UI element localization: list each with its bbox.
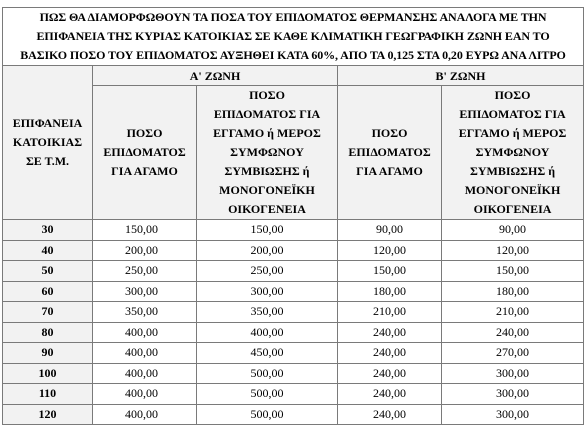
area-cell: 30 xyxy=(3,220,93,241)
zone-b-family-cell: 300,00 xyxy=(442,363,584,384)
zone-b-single-cell: 240,00 xyxy=(338,384,442,405)
zone-b-family-cell: 90,00 xyxy=(442,220,584,241)
zone-a-header: Α' ΖΩΝΗ xyxy=(93,66,338,86)
zone-a-family-cell: 200,00 xyxy=(197,240,338,261)
table-title xyxy=(3,8,584,66)
zone-a-family-cell: 250,00 xyxy=(197,261,338,282)
zone-a-family-cell: 500,00 xyxy=(197,384,338,405)
title-line: ΕΠΙΦΑΝΕΙΑ ΤΗΣ ΚΥΡΙΑΣ ΚΑΤΟΙΚΙΑΣ ΣΕ ΚΑΘΕ ΚΛΙΜΑΤΙΚΗ ΓΕΩΓΡΑΦΙΚΗ ΖΩΝΗ ΕΑΝ ΤΟ xyxy=(36,29,550,43)
zone-b-family-cell: 300,00 xyxy=(442,404,584,425)
zone-b-single-header xyxy=(338,86,442,220)
header-line: ΠΟΣΟ xyxy=(371,126,408,140)
zone-a-family-header xyxy=(197,86,338,220)
zone-b-family-header xyxy=(442,86,584,220)
zone-b-single-cell: 240,00 xyxy=(338,404,442,425)
zone-b-single-cell: 210,00 xyxy=(338,302,442,323)
zone-a-family-cell: 500,00 xyxy=(197,404,338,425)
table-row xyxy=(3,384,584,405)
zone-a-single-cell: 400,00 xyxy=(93,363,197,384)
zone-a-single-cell: 400,00 xyxy=(93,404,197,425)
zone-b-single-cell: 90,00 xyxy=(338,220,442,241)
header-line: ΟΙΚΟΓΕΝΕΙΑ xyxy=(228,202,306,216)
zone-a-single-cell: 400,00 xyxy=(93,384,197,405)
zone-a-family-cell: 500,00 xyxy=(197,363,338,384)
area-cell: 90 xyxy=(3,343,93,364)
area-cell: 80 xyxy=(3,322,93,343)
area-cell: 100 xyxy=(3,363,93,384)
header-line: ΠΟΣΟ xyxy=(494,88,531,102)
zone-a-family-cell: 450,00 xyxy=(197,343,338,364)
header-line: ΣΥΜΦΩΝΟΥ xyxy=(475,145,550,159)
area-cell: 50 xyxy=(3,261,93,282)
zone-b-family-cell: 240,00 xyxy=(442,322,584,343)
area-cell: 60 xyxy=(3,281,93,302)
header-line: ΕΓΓΑΜΟ ή ΜΕΡΟΣ xyxy=(458,126,567,140)
zone-a-single-cell: 400,00 xyxy=(93,343,197,364)
table-row xyxy=(3,363,584,384)
table-row xyxy=(3,261,584,282)
table-row xyxy=(3,322,584,343)
header-line: ΠΟΣΟ xyxy=(249,88,285,102)
zone-b-single-cell: 240,00 xyxy=(338,343,442,364)
header-line: ΕΠΙΔΟΜΑΤΟΣ xyxy=(103,145,186,159)
zone-b-single-cell: 240,00 xyxy=(338,363,442,384)
zone-a-family-cell: 150,00 xyxy=(197,220,338,241)
header-line: ΕΠΙΔΟΜΑΤΟΣ ΓΙΑ xyxy=(459,107,566,121)
zone-a-family-cell: 400,00 xyxy=(197,322,338,343)
allowance-table xyxy=(2,7,584,425)
zone-a-family-cell: 350,00 xyxy=(197,302,338,323)
header-line: ΕΠΙΦΑΝΕΙΑ xyxy=(12,116,83,130)
zone-b-family-cell: 180,00 xyxy=(442,281,584,302)
zone-b-single-cell: 240,00 xyxy=(338,322,442,343)
header-line: ΜΟΝΟΓΟΝΕΪΚΗ xyxy=(219,183,315,197)
area-cell: 120 xyxy=(3,404,93,425)
header-line: ΜΟΝΟΓΟΝΕΪΚΗ xyxy=(464,183,561,197)
table-row xyxy=(3,343,584,364)
area-cell: 40 xyxy=(3,240,93,261)
title-line: ΠΩΣ ΘΑ ΔΙΑΜΟΡΦΩΘΟΥΝ ΤΑ ΠΟΣΑ ΤΟΥ ΕΠΙΔΟΜΑΤΟΣ ΘΕΡΜΑΝΣΗΣ ΑΝΑΛΟΓΑ ΜΕ ΤΗΝ xyxy=(39,10,547,24)
zone-b-single-cell: 180,00 xyxy=(338,281,442,302)
zone-a-single-cell: 350,00 xyxy=(93,302,197,323)
zone-a-single-cell: 200,00 xyxy=(93,240,197,261)
zone-a-single-cell: 400,00 xyxy=(93,322,197,343)
zone-a-single-cell: 300,00 xyxy=(93,281,197,302)
zone-header-row xyxy=(3,66,584,86)
zone-a-single-cell: 250,00 xyxy=(93,261,197,282)
header-line: ΓΙΑ ΑΓΑΜΟ xyxy=(356,164,423,178)
zone-b-family-cell: 300,00 xyxy=(442,384,584,405)
area-column-header xyxy=(3,66,93,220)
table-row xyxy=(3,220,584,241)
header-line: ΣΥΜΦΩΝΟΥ xyxy=(230,145,304,159)
zone-b-header: Β' ΖΩΝΗ xyxy=(338,66,584,86)
header-line: ΟΙΚΟΓΕΝΕΙΑ xyxy=(473,202,552,216)
header-line: ΕΠΙΔΟΜΑΤΟΣ ΓΙΑ xyxy=(213,107,321,121)
zone-b-single-cell: 150,00 xyxy=(338,261,442,282)
header-line: ΠΟΣΟ xyxy=(126,126,163,140)
header-line: ΣΥΜΒΙΩΣΗΣ ή xyxy=(470,164,556,178)
header-line: ΕΠΙΔΟΜΑΤΟΣ xyxy=(348,145,431,159)
header-line: ΓΙΑ ΑΓΑΜΟ xyxy=(111,164,178,178)
zone-a-family-cell: 300,00 xyxy=(197,281,338,302)
table-row xyxy=(3,404,584,425)
heating-allowance-document xyxy=(2,7,583,425)
zone-a-single-cell: 150,00 xyxy=(93,220,197,241)
zone-a-single-header xyxy=(93,86,197,220)
area-cell: 70 xyxy=(3,302,93,323)
table-row xyxy=(3,281,584,302)
title-line: ΒΑΣΙΚΟ ΠΟΣΟ ΤΟΥ ΕΠΙΔΟΜΑΤΟΣ ΑΥΞΗΘΕΙ ΚΑΤΑ 60%, ΑΠΟ ΤΑ 0,125 ΣΤΑ 0,20 ΕΥΡΩ ΑΝΑ ΛΙΤΡΟ xyxy=(20,48,566,62)
header-line: ΚΑΤΟΙΚΙΑΣ xyxy=(12,135,83,149)
area-cell: 110 xyxy=(3,384,93,405)
header-line: ΕΓΓΑΜΟ ή ΜΕΡΟΣ xyxy=(213,126,321,140)
table-row xyxy=(3,302,584,323)
table-row xyxy=(3,240,584,261)
zone-b-family-cell: 270,00 xyxy=(442,343,584,364)
title-row xyxy=(3,8,584,66)
zone-b-single-cell: 120,00 xyxy=(338,240,442,261)
header-line: ΣΥΜΒΙΩΣΗΣ ή xyxy=(224,164,310,178)
zone-b-family-cell: 150,00 xyxy=(442,261,584,282)
zone-b-family-cell: 210,00 xyxy=(442,302,584,323)
zone-b-family-cell: 120,00 xyxy=(442,240,584,261)
header-line: ΣΕ Τ.Μ. xyxy=(25,154,70,168)
